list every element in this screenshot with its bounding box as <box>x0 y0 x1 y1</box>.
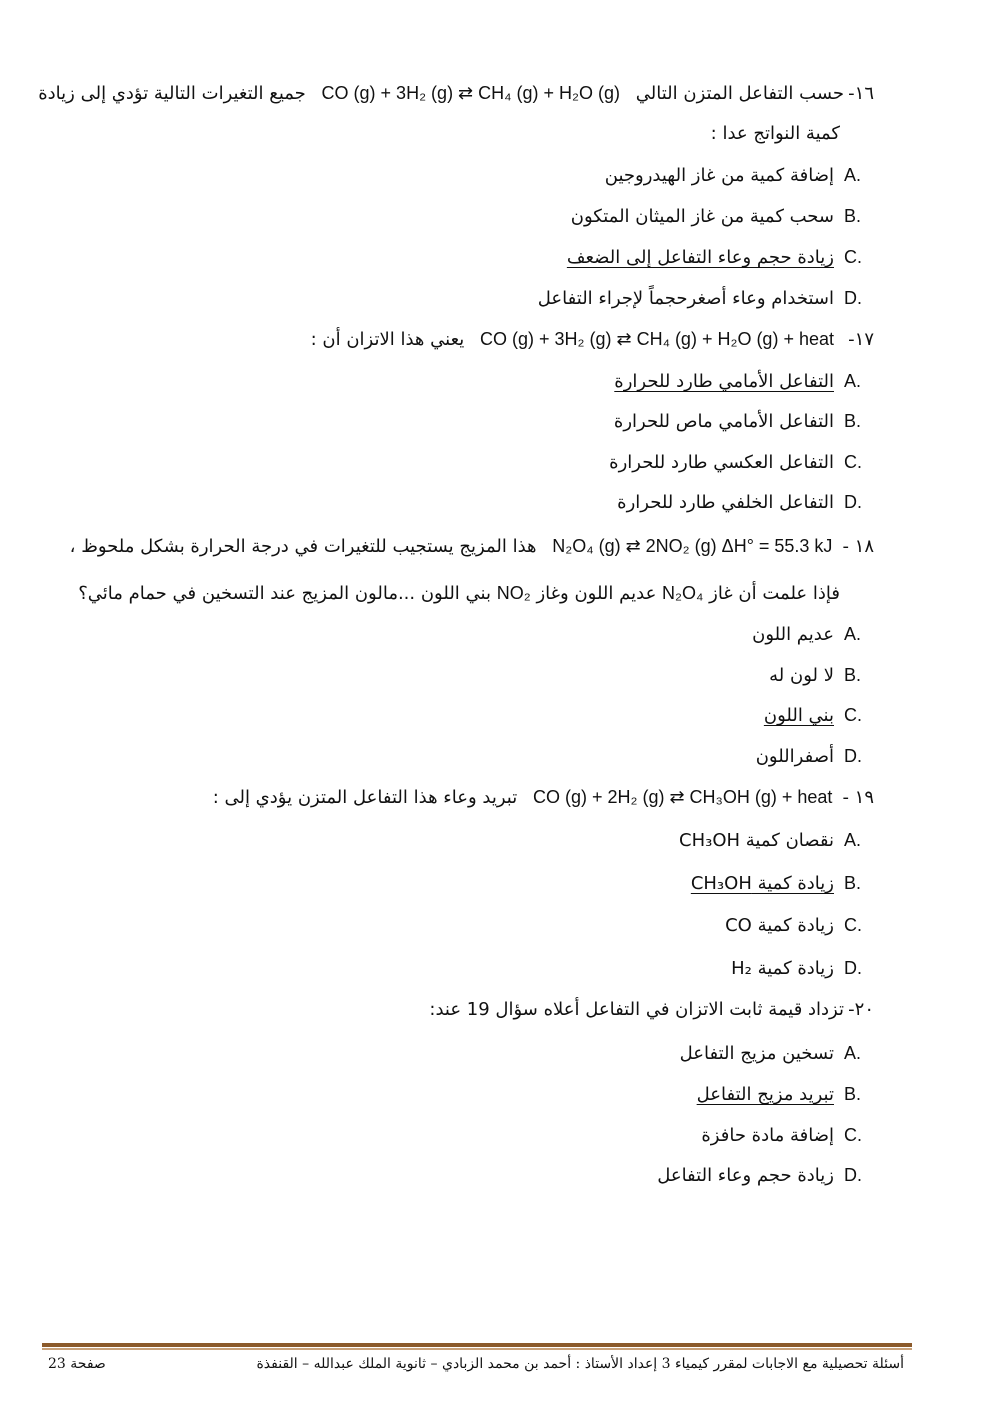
option-text: زيادة حجم وعاء التفاعل إلى الضعف <box>566 247 834 268</box>
option-17-d[interactable] <box>617 489 874 516</box>
option-text: التفاعل الخلفي طارد للحرارة <box>617 492 834 513</box>
option-text: زيادة حجم وعاء التفاعل <box>657 1165 834 1186</box>
question-number: ١٧- <box>848 329 874 350</box>
option-letter: A. <box>844 371 862 391</box>
option-20-b-correct[interactable] <box>697 1081 874 1108</box>
formula-n2o4: N₂O₄ <box>662 583 704 603</box>
option-text: استخدام وعاء أصغرحجماً لإجراء التفاعل <box>537 288 834 309</box>
question-text: حسب التفاعل المتزن التالي <box>635 83 844 104</box>
option-text: زيادة كمية H₂ <box>731 958 834 979</box>
option-letter: B. <box>844 411 862 431</box>
option-text: لا لون له <box>769 665 834 686</box>
option-text: أصفراللون <box>755 746 834 767</box>
option-19-c[interactable] <box>725 912 874 939</box>
option-letter: B. <box>844 665 862 685</box>
option-letter: B. <box>844 873 862 893</box>
option-19-a[interactable] <box>679 827 874 854</box>
option-text: بني اللون <box>763 705 834 726</box>
option-text: عديم اللون <box>752 624 834 645</box>
option-letter: D. <box>844 958 862 978</box>
question-number: ١٦- <box>848 83 874 104</box>
option-letter: A. <box>844 1043 862 1063</box>
question-text: هذا المزيج يستجيب للتغيرات في درجة الحرارة بشكل ملحوظ ، <box>69 536 537 557</box>
text-part: فإذا علمت أن غاز <box>709 583 840 604</box>
question-18 <box>40 533 874 607</box>
question-16 <box>40 80 874 147</box>
question-19 <box>40 784 874 811</box>
page-number: صفحة 23 <box>48 1356 106 1372</box>
option-letter: D. <box>844 746 862 766</box>
option-19-d[interactable] <box>731 955 874 982</box>
option-text: نقصان كمية CH₃OH <box>679 830 834 851</box>
option-letter: D. <box>844 288 862 308</box>
option-text: التفاعل العكسي طارد للحرارة <box>609 452 834 473</box>
option-letter: A. <box>844 624 862 644</box>
option-16-a[interactable] <box>605 162 874 189</box>
option-text: إضافة مادة حافزة <box>701 1125 834 1146</box>
option-text: سحب كمية من غاز الميثان المتكون <box>570 206 834 227</box>
option-20-a[interactable] <box>680 1040 874 1067</box>
option-letter: B. <box>844 1084 862 1104</box>
option-text: التفاعل الأمامي طارد للحرارة <box>614 371 834 392</box>
option-letter: B. <box>844 206 862 226</box>
option-letter: C. <box>844 705 862 725</box>
option-letter: C. <box>844 915 862 935</box>
option-16-d[interactable] <box>538 285 874 312</box>
option-17-a-correct[interactable] <box>614 368 874 395</box>
question-number: ١٨ - <box>842 536 874 557</box>
option-17-b[interactable] <box>614 408 874 435</box>
footer-divider-light <box>42 1348 912 1350</box>
option-text: زيادة كمية CO <box>725 915 834 936</box>
option-letter: A. <box>844 165 862 185</box>
chemical-equation: N₂O₄ (g) ⇄ 2NO₂ (g) ΔH° = 55.3 kJ <box>552 536 833 556</box>
option-18-c-correct[interactable] <box>764 702 874 729</box>
option-18-a[interactable] <box>752 621 874 648</box>
option-letter: D. <box>844 492 862 512</box>
text-part: بني اللون ...مالون المزيج عند التسخين في حمام مائي؟ <box>78 583 491 604</box>
option-20-d[interactable] <box>657 1162 874 1189</box>
footer-divider <box>42 1343 912 1347</box>
chemical-equation: CO (g) + 3H₂ (g) ⇄ CH₄ (g) + H₂O (g) + heat <box>480 329 834 349</box>
question-text-line2: كمية النواتج عدا : <box>710 123 840 144</box>
option-20-c[interactable] <box>701 1122 874 1149</box>
formula-no2: NO₂ <box>496 583 531 603</box>
option-letter: C. <box>844 452 862 472</box>
footer-credit: أسئلة تحصيلية مع الاجابات لمقرر كيمياء 3 إعداد الأستاذ : أحمد بن محمد الزبادي – ثانوية الملك عبدالله – القنفذة <box>256 1356 904 1372</box>
question-text-continued: جميع التغيرات التالية تؤدي إلى زيادة <box>38 83 306 104</box>
option-text: التفاعل الأمامي ماص للحرارة <box>613 411 834 432</box>
text-part: عديم اللون وغاز <box>536 583 657 604</box>
chemical-equation: CO (g) + 3H₂ (g) ⇄ CH₄ (g) + H₂O (g) <box>321 83 620 103</box>
question-number: ١٩ - <box>842 787 874 808</box>
chemical-equation: CO (g) + 2H₂ (g) ⇄ CH₃OH (g) + heat <box>532 787 833 807</box>
option-19-b-correct[interactable] <box>691 870 874 897</box>
question-text: تزداد قيمة ثابت الاتزان في التفاعل أعلاه سؤال 19 عند: <box>429 999 844 1020</box>
question-text: تبريد وعاء هذا التفاعل المتزن يؤدي إلى : <box>212 787 518 808</box>
option-17-c[interactable] <box>609 449 874 476</box>
question-number: ٢٠- <box>848 999 874 1020</box>
option-text: زيادة كمية CH₃OH <box>690 873 834 894</box>
option-16-c-correct[interactable] <box>567 244 874 271</box>
option-18-d[interactable] <box>756 743 874 770</box>
option-text: إضافة كمية من غاز الهيدروجين <box>604 165 834 186</box>
option-letter: C. <box>844 1125 862 1145</box>
question-20 <box>40 997 874 1023</box>
option-18-b[interactable] <box>769 662 874 689</box>
question-text: يعني هذا الاتزان أن : <box>310 329 465 350</box>
option-letter: A. <box>844 830 862 850</box>
question-17 <box>40 326 874 353</box>
question-text-line2 <box>40 580 874 607</box>
option-text: تبريد مزيج التفاعل <box>696 1084 834 1105</box>
option-letter: C. <box>844 247 862 267</box>
option-letter: D. <box>844 1165 862 1185</box>
option-text: تسخين مزيج التفاعل <box>679 1043 834 1064</box>
option-16-b[interactable] <box>571 203 874 230</box>
